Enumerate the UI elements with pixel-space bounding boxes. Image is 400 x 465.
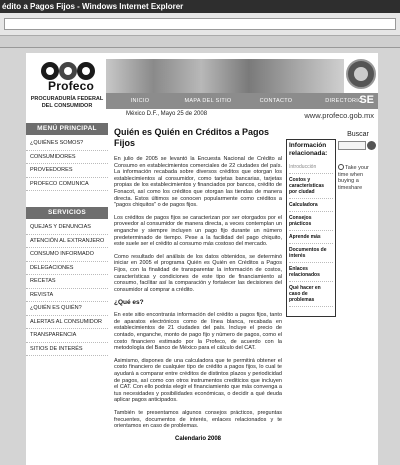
left-sidebar [26,123,108,465]
related-info-title: Información relacionada: [289,142,328,157]
logo-text: Profeco [48,79,95,93]
main-content [114,127,282,465]
sidebar-item-atencion-extranjero[interactable]: ATENCIÓN AL EXTRANJERO [26,235,108,249]
clock-icon [338,164,344,170]
timeshare-tip[interactable] [338,164,378,191]
related-link-documentos[interactable]: Documentos de interés [289,244,333,263]
sidebar-item-consumidores[interactable]: CONSUMIDORES [26,151,108,165]
browser-toolbar [0,13,400,36]
right-column [338,131,378,191]
related-link-problemas[interactable]: Qué hacer en caso de problemas [289,282,333,307]
government-seal-icon [346,59,376,89]
nav-mapa-del-sitio[interactable]: MAPA DEL SITIO [184,98,232,104]
header-photo-banner [106,59,344,93]
search-go-button[interactable] [367,141,376,150]
related-link-enlaces[interactable]: Enlaces relacionados [289,263,333,282]
definition-paragraph: Los créditos de pagos fijos se caracterizan por ser otorgados por el proveedor al consumidor de manera directa, a veces contemplan un enganche y siempre incluyen un pago fijo durante un número predeterminado de tiempo. Pese a la facilidad del pago chiquito, este suele ser el crédito al consumo más costoso del mercado. [114,214,282,248]
sidebar-services-title: SERVICIOS [26,207,108,219]
search-input[interactable] [338,141,366,150]
page-title: Quién es Quién en Créditos a Pagos Fijos [114,127,270,148]
dateline: México D.F., Mayo 25 de 2008 [126,111,208,117]
top-navigation [106,93,378,109]
que-es-paragraph: En este sitio encontrarás información del crédito a pagos fijos, tanto de aparatos electrónicos como de línea blanca, recabada en establecimientos de 21 ciudades del país. Incluye el precio de contado, enganche, monto de pago fijo y número de pagos, como el costo financiero estimado por la Profeco, de acuerdo con la metodología del Banco de México para el cálculo del CAT. [114,312,282,352]
sidebar-item-profeco-comunica[interactable]: PROFECO COMUNICA [26,178,108,192]
sidebar-item-sitios-interes[interactable]: SITIOS DE INTERÉS [26,343,108,357]
browser-command-bar [0,36,400,48]
nav-inicio[interactable]: INICIO [130,98,150,104]
nav-directorio[interactable]: DIRECTORIO [325,98,363,104]
site-header [26,53,378,121]
related-link-calculadora[interactable]: Calculadora [289,199,333,212]
sidebar-item-revista[interactable]: REVISTA [26,289,108,303]
related-info-box [286,139,336,317]
sidebar-item-proveedores[interactable]: PROVEEDORES [26,164,108,178]
sidebar-item-quienes-somos[interactable]: ¿QUIÉNES SOMOS? [26,137,108,151]
search-row [338,141,378,150]
sidebar-item-alertas[interactable]: ALERTAS AL CONSUMIDOR [26,316,108,330]
sidebar-item-recetas[interactable]: RECETAS [26,275,108,289]
sidebar-item-quejas[interactable]: QUEJAS Y DENUNCIAS [26,221,108,235]
related-link-aprende[interactable]: Aprende más [289,231,333,244]
sidebar-item-quien-es-quien[interactable]: ¿QUIÉN ES QUIÉN? [26,302,108,316]
sidebar-item-transparencia[interactable]: TRANSPARENCIA [26,329,108,343]
logo-subtitle: PROCURADURÍA FEDERAL DEL CONSUMIDOR [30,96,104,109]
sidebar-principal-title: MENÚ PRINCIPAL [26,123,108,135]
web-page [26,53,378,465]
timeshare-tip-text: Take your time when buying a timeshare [338,165,369,191]
section-subtitle: ¿Qué es? [114,299,144,307]
program-paragraph: Como resultado del análisis de los datos obtenidos, se determinó iniciar en 2005 el programa Quién es Quién en Créditos a Pagos Fijos, con la finalidad de transparentar la información de costos, características y condiciones de este tipo de financiamiento al consumo, facilitar así la comparación y fortalecer las decisiones del consumidor al comprar a crédito. [114,253,282,293]
related-link-consejos[interactable]: Consejos prácticos [289,212,333,231]
related-link-introduccion[interactable]: Introducción [289,161,333,174]
advice-paragraph: También te presentamos algunos consejos prácticos, preguntas frecuentes, documentos de interés, enlaces relacionados y te orientamos en caso de problemas. [114,410,282,430]
nav-contacto[interactable]: CONTACTO [259,98,293,104]
sidebar-item-delegaciones[interactable]: DELEGACIONES [26,262,108,276]
calendar-link[interactable]: Calendario 2008 [174,435,222,442]
site-url[interactable]: www.profeco.gob.mx [304,111,374,120]
window-title-bar: édito a Pagos Fijos - Windows Internet Explorer [0,0,400,13]
sidebar-item-consumo-informado[interactable]: CONSUMO INFORMADO [26,248,108,262]
related-link-costos[interactable]: Costos y características por ciudad [289,174,333,199]
search-label: Buscar [347,131,369,138]
calculator-paragraph: Asimismo, dispones de una calculadora que te permitirá obtener el costo financiero de cualquier tipo de crédito a pagos fijos, lo cual te ayudará a comparar entre créditos de distintos plazos y periodicidad de pagos, así como con otros instrumentos crediticios que incluyen el CAT. Con ello podrás elegir el financiamiento que más convenga a tus necesidades y posibilidades económicas, o decidir a qué deuda aplicar pagos anticipados. [114,357,282,404]
nav-badge-se[interactable]: SE [359,94,374,106]
address-bar[interactable] [4,18,396,30]
intro-paragraph: En julio de 2005 se levantó la Encuesta Nacional de Crédito al Consumo en establecimientos comerciales de 22 ciudades del país. La información recabada sobre diversos créditos que otorgan los establecimientos al consumidor, como tarjetas bancarias, tarjetas propias de los establecimientos y financiados por bancos, crédito de Fonacot, así como los créditos que otorgan las tiendas de manera directa. Estos últimos se conocen popularmente como créditos a "pagos chiquitos" o de pagos fijos. [114,156,282,209]
